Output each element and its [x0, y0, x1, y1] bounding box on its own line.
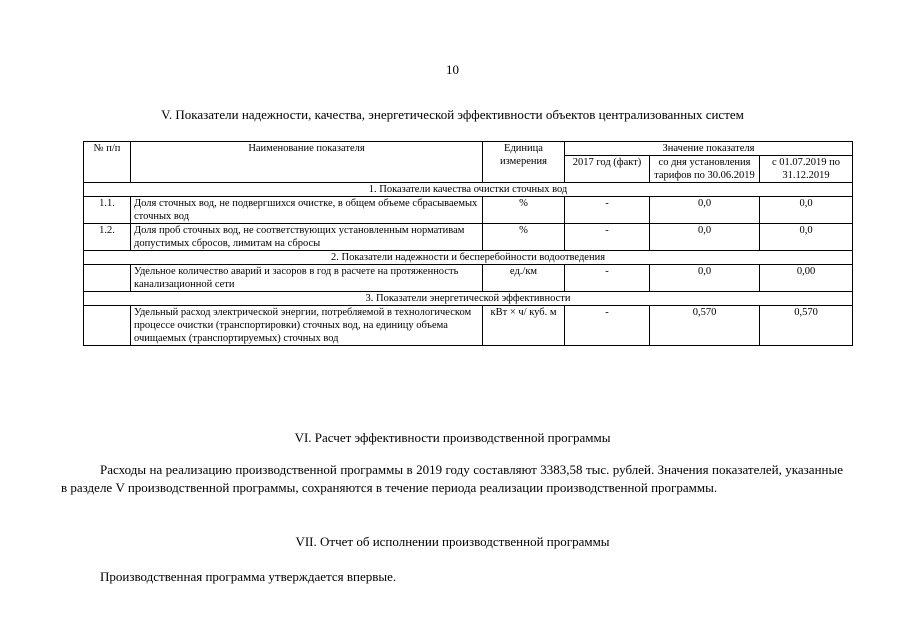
header-value-group: Значение показателя	[565, 142, 853, 156]
row-value-from: 0,0	[650, 197, 760, 224]
indicators-table-body	[84, 142, 853, 346]
row-num: 1.2.	[84, 224, 131, 251]
table-row	[84, 265, 853, 292]
header-row	[84, 142, 853, 156]
table-row	[84, 197, 853, 224]
section-5-title: V. Показатели надежности, качества, энергетической эффективности объектов централизованных систем	[161, 107, 744, 122]
row-value-2017: -	[565, 224, 650, 251]
group-title: 2. Показатели надежности и бесперебойности водоотведения	[84, 251, 853, 265]
row-name: Доля сточных вод, не подвергшихся очистке, в общем объеме сбрасываемых сточных вод	[131, 197, 483, 224]
row-unit: кВт × ч/ куб. м	[483, 306, 565, 346]
header-unit: Единица измерения	[483, 142, 565, 183]
header-name: Наименование показателя	[131, 142, 483, 183]
row-value-to: 0,0	[760, 224, 853, 251]
row-num: 1.1.	[84, 197, 131, 224]
row-value-2017: -	[565, 197, 650, 224]
indicators-table	[83, 141, 853, 346]
row-unit: ед./км	[483, 265, 565, 292]
group-header-row	[84, 292, 853, 306]
page-number: 10	[446, 62, 459, 77]
row-value-from: 0,0	[650, 265, 760, 292]
group-title: 1. Показатели качества очистки сточных вод	[84, 183, 853, 197]
group-header-row	[84, 251, 853, 265]
row-unit: %	[483, 197, 565, 224]
row-name: Удельное количество аварий и засоров в год в расчете на протяженность канализационной сети	[131, 265, 483, 292]
row-value-2017: -	[565, 265, 650, 292]
row-value-to: 0,570	[760, 306, 853, 346]
header-2017: 2017 год (факт)	[565, 156, 650, 183]
row-num	[84, 306, 131, 346]
group-header-row	[84, 183, 853, 197]
group-title: 3. Показатели энергетической эффективности	[84, 292, 853, 306]
row-value-to: 0,00	[760, 265, 853, 292]
header-num: № п/п	[84, 142, 131, 183]
row-num	[84, 265, 131, 292]
row-value-to: 0,0	[760, 197, 853, 224]
row-value-from: 0,0	[650, 224, 760, 251]
header-to: с 01.07.2019 по 31.12.2019	[760, 156, 853, 183]
row-value-from: 0,570	[650, 306, 760, 346]
row-unit: %	[483, 224, 565, 251]
section-7-title: VII. Отчет об исполнении производственной программы	[295, 534, 610, 549]
row-name: Доля проб сточных вод, не соответствующих установленным нормативам допустимых сбросов, лимитам на сбросы	[131, 224, 483, 251]
row-value-2017: -	[565, 306, 650, 346]
section-7-text: Производственная программа утверждается впервые.	[100, 569, 397, 584]
header-from: со дня установления тарифов по 30.06.2019	[650, 156, 760, 183]
section-6-text: Расходы на реализацию производственной программы в 2019 году составляют 3383,58 тыс. рублей. Значения показателей, указанные в разделе V производственной программы, сохраняются в течение периода реализации производственной программы.	[61, 462, 843, 495]
section-6-title: VI. Расчет эффективности производственной программы	[294, 430, 611, 445]
table-row	[84, 224, 853, 251]
table-row	[84, 306, 853, 346]
row-name: Удельный расход электрической энергии, потребляемой в технологическом процессе очистки (транспортировки) сточных вод, на единицу объема очищаемых (транспортируемых) сточных вод	[131, 306, 483, 346]
